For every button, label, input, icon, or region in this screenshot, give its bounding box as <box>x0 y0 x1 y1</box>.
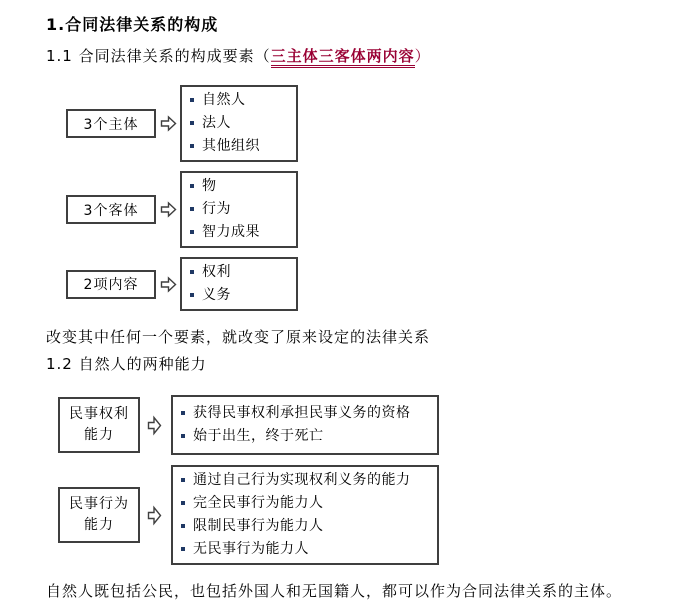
term-label: 3个主体 <box>83 116 139 133</box>
term-label-line: 能力 <box>84 427 114 443</box>
list-item: 始于出生，终于死亡 <box>179 425 429 448</box>
term-label-line: 能力 <box>84 517 114 533</box>
list-item: 通过自己行为实现权利义务的能力 <box>179 469 429 492</box>
list-item: 权利 <box>188 261 288 284</box>
section-1-1-heading <box>46 46 673 66</box>
term-label: 3个客体 <box>83 202 139 219</box>
items-box-contents <box>180 257 298 311</box>
section-1-2-heading: 1.2 自然人的两种能力 <box>46 355 207 373</box>
footer-note: 自然人既包括公民，也包括外国人和无国籍人，都可以作为合同法律关系的主体。 <box>46 582 623 600</box>
items-box-rights-capacity <box>171 395 439 455</box>
right-block-arrow-icon <box>160 115 177 132</box>
term-label-line: 民事行为 <box>69 496 129 512</box>
term-box-subjects <box>66 109 156 138</box>
items-box-objects <box>180 171 298 248</box>
key-phrase-highlight: 三主体三客体两内容 <box>271 47 415 68</box>
bullet-list <box>188 89 288 158</box>
list-item: 义务 <box>188 284 288 307</box>
term-box-civil-conduct-capacity <box>58 487 140 543</box>
diagram1-row-contents <box>66 257 673 311</box>
term-label: 2项内容 <box>83 277 139 293</box>
bullet-list <box>188 261 288 307</box>
list-item: 智力成果 <box>188 221 288 244</box>
list-item: 其他组织 <box>188 135 288 158</box>
bullet-list <box>188 175 288 244</box>
diagram2-row-conduct-capacity <box>58 465 673 565</box>
right-block-arrow-icon <box>160 201 177 218</box>
list-item: 限制民事行为能力人 <box>179 515 429 538</box>
diagram2-row-rights-capacity <box>58 395 673 455</box>
term-box-civil-rights-capacity <box>58 397 140 453</box>
diagram1-row-objects <box>66 171 673 248</box>
list-item: 自然人 <box>188 89 288 112</box>
page-title: 1.合同法律关系的构成 <box>46 15 219 34</box>
section-1-1-prefix: 1.1 合同法律关系的构成要素（ <box>46 47 271 65</box>
diagram1-row-subjects <box>66 85 673 162</box>
section-1-1-suffix: ） <box>414 47 431 65</box>
list-item: 获得民事权利承担民事义务的资格 <box>179 402 429 425</box>
list-item: 法人 <box>188 112 288 135</box>
list-item: 行为 <box>188 198 288 221</box>
bullet-list <box>179 402 429 448</box>
right-block-arrow-icon <box>147 415 162 436</box>
list-item: 物 <box>188 175 288 198</box>
bullet-list <box>179 469 429 561</box>
items-box-conduct-capacity <box>171 465 439 565</box>
right-block-arrow-icon <box>160 276 177 293</box>
term-label-line: 民事权利 <box>69 406 129 422</box>
items-box-subjects <box>180 85 298 162</box>
term-box-contents <box>66 270 156 299</box>
note-after-diagram1: 改变其中任何一个要素，就改变了原来设定的法律关系 <box>46 328 431 346</box>
list-item: 完全民事行为能力人 <box>179 492 429 515</box>
term-box-objects <box>66 195 156 224</box>
list-item: 无民事行为能力人 <box>179 538 429 561</box>
right-block-arrow-icon <box>147 505 162 526</box>
